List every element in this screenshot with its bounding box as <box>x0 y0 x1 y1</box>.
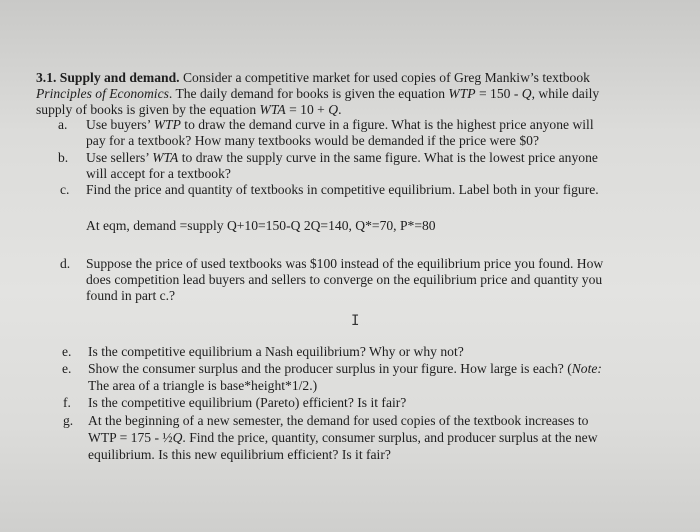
problem-intro-line-1: 3.1. Supply and demand. Consider a competitive market for used copies of Greg Mankiw’s textbook <box>36 70 590 85</box>
part-f-line-1: Is the competitive equilibrium (Pareto) efficient? Is it fair? <box>88 395 407 410</box>
book-title: Principles of Economics <box>36 86 169 101</box>
part-g-line-3: equilibrium. Is this new equilibrium efficient? Is it fair? <box>88 447 391 462</box>
part-c-line-1: Find the price and quantity of textbooks in competitive equilibrium. Label both in your figure. <box>86 182 599 197</box>
part-e2-marker: e. <box>62 361 72 376</box>
part-f-marker: f. <box>63 395 71 410</box>
part-d-line-1: Suppose the price of used textbooks was $100 instead of the equilibrium price you found. How <box>86 256 604 271</box>
part-c-marker: c. <box>60 182 70 197</box>
problem-title: Supply and demand. <box>59 70 180 85</box>
part-d-marker: d. <box>60 256 71 271</box>
part-b-line-2: will accept for a textbook? <box>86 166 231 181</box>
problem-number: 3.1. <box>36 70 57 85</box>
part-g-line-2: WTP = 175 - ½Q. Find the price, quantity, consumer surplus, and producer surplus at the new <box>88 430 598 445</box>
part-e2-line-2: The area of a triangle is base*height*1/2.) <box>88 378 318 393</box>
part-b-marker: b. <box>58 150 69 165</box>
text-cursor-icon: I <box>351 313 360 329</box>
problem-intro-line-2: Principles of Economics. The daily demand for books is given the equation WTP = 150 - Q, while daily <box>36 86 600 101</box>
part-b-line-1: Use sellers’ WTA to draw the supply curve in the same figure. What is the lowest price anyone <box>86 150 598 165</box>
part-e1-marker: e. <box>62 344 72 359</box>
part-a-line-2: pay for a textbook? How many textbooks would be demanded if the price were $0? <box>86 133 539 148</box>
answer-line: At eqm, demand =supply Q+10=150-Q 2Q=140, Q*=70, P*=80 <box>86 218 436 233</box>
part-a-marker: a. <box>58 117 68 132</box>
part-d-line-3: found in part c.? <box>86 288 176 303</box>
part-e1-line-1: Is the competitive equilibrium a Nash equilibrium? Why or why not? <box>88 344 464 359</box>
part-e2-line-1: Show the consumer surplus and the producer surplus in your figure. How large is each? (Note: <box>88 361 602 376</box>
problem-intro-line-3: supply of books is given by the equation WTA = 10 + Q. <box>36 102 342 117</box>
part-a-line-1: Use buyers’ WTP to draw the demand curve in a figure. What is the highest price anyone will <box>86 117 594 132</box>
part-g-line-1: At the beginning of a new semester, the demand for used copies of the textbook increases to <box>88 413 589 428</box>
part-g-marker: g. <box>63 413 74 428</box>
part-d-line-2: does competition lead buyers and sellers to converge on the equilibrium price and quantity you <box>86 272 603 287</box>
